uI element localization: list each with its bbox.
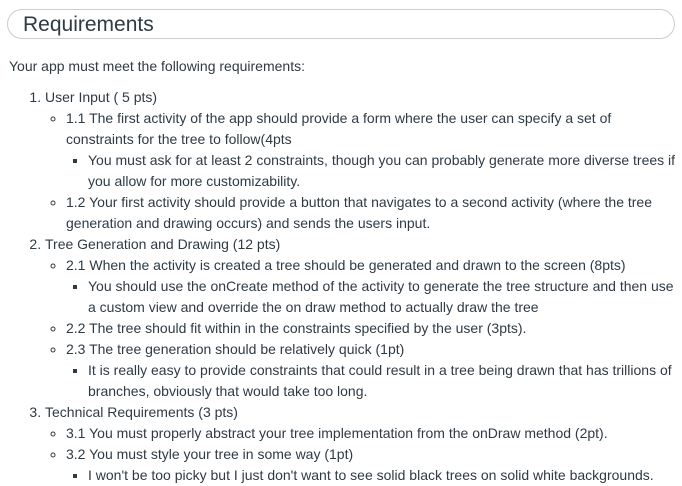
intro-text: Your app must meet the following requirements:	[9, 58, 305, 74]
requirement-item	[66, 423, 682, 444]
requirement-items	[45, 255, 682, 402]
requirement-item	[66, 318, 682, 339]
section-heading-box	[7, 9, 675, 39]
requirement-text: 3.1 You must properly abstract your tree implementation from the onDraw method (2pt).	[66, 425, 608, 441]
requirement-text: 3.2 You must style your tree in some way (1pt)	[66, 446, 354, 462]
requirement-items	[45, 108, 682, 234]
requirement-text: 2.2 The tree should fit within in the constraints specified by the user (3pts).	[66, 320, 527, 336]
section-label: Technical Requirements (3 pts)	[45, 404, 238, 420]
requirement-item	[66, 339, 682, 402]
requirement-item	[66, 444, 682, 486]
requirement-text: 2.1 When the activity is created a tree should be generated and drawn to the screen (8pts)	[66, 257, 626, 273]
requirement-section	[45, 234, 682, 402]
requirement-section	[45, 402, 682, 486]
requirements-list	[0, 87, 682, 486]
requirement-subitems	[66, 276, 682, 318]
requirement-item	[66, 192, 682, 234]
requirement-subitems	[66, 465, 682, 486]
requirement-text: 2.3 The tree generation should be relatively quick (1pt)	[66, 341, 405, 357]
requirement-subitem: ▪ You must ask for at least 2 constraints, though you can probably generate more diverse trees if you allow for more customizability.	[88, 150, 682, 192]
page-title: Requirements	[23, 13, 154, 36]
section-label: User Input ( 5 pts)	[45, 89, 158, 105]
requirement-section	[45, 87, 682, 234]
requirement-subitems	[66, 360, 682, 402]
requirement-item	[66, 255, 682, 318]
requirement-items	[45, 423, 682, 486]
requirement-text: 1.1 The first activity of the app should provide a form where the user can specify a set of constraints for the tree to follow(4pts	[66, 110, 612, 147]
requirement-subitem: ▪ You should use the onCreate method of the activity to generate the tree structure and then use a custom view and override the on draw method to actually draw the tree	[88, 276, 682, 318]
requirement-subitem: ▪ I won't be too picky but I just don't want to see solid black trees on solid white backgrounds.	[88, 465, 682, 486]
requirement-text: 1.2 Your first activity should provide a button that navigates to a second activity (where the tree generation and drawing occurs) and sends the users input.	[66, 194, 653, 231]
section-label: Tree Generation and Drawing (12 pts)	[45, 236, 281, 252]
requirement-subitem: ▪ It is really easy to provide constraints that could result in a tree being drawn that has trillions of branches, obviously that would take too long.	[88, 360, 682, 402]
requirement-item	[66, 108, 682, 192]
requirement-subitems	[66, 150, 682, 192]
